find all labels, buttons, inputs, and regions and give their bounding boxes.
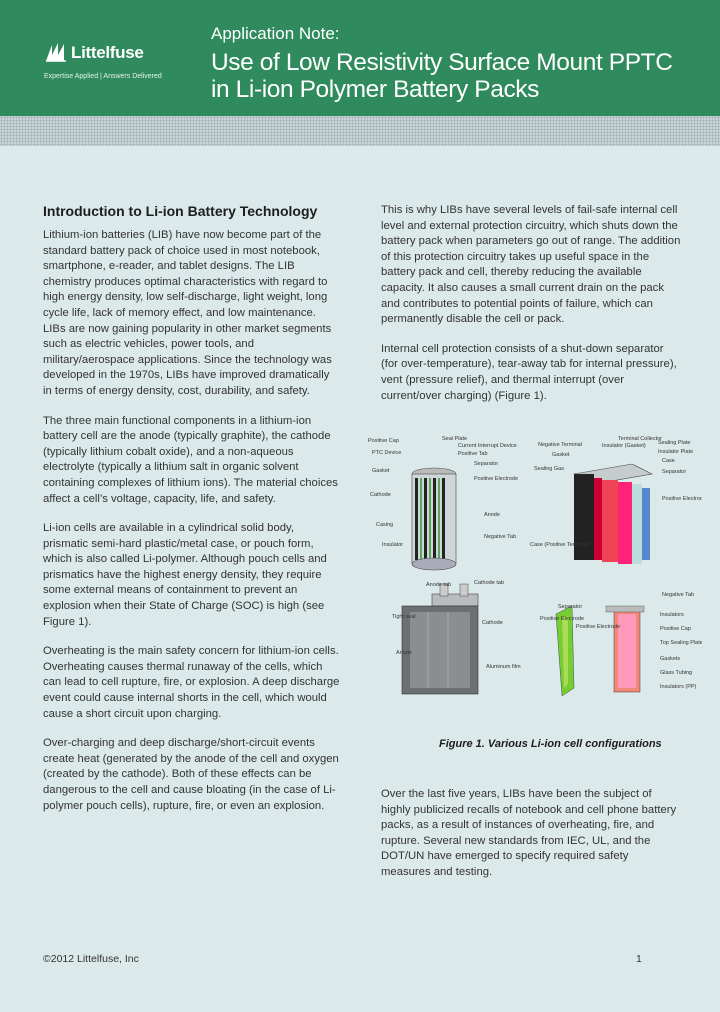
header-banner <box>0 0 720 116</box>
title-line-1: Use of Low Resistivity Surface Mount PPTC <box>211 49 673 76</box>
figure-label: Anode <box>396 650 412 656</box>
logo-wordmark: Littelfuse <box>71 43 144 62</box>
figure-label: Anode tab <box>426 582 452 588</box>
figure-label: Terminal Collector <box>618 436 663 442</box>
figure-label: Sealing Plate <box>658 440 691 446</box>
figure-label: Insulator Plate <box>658 449 694 455</box>
figure-label: Top Sealing Plate <box>660 640 702 646</box>
title-line-2: in Li-ion Polymer Battery Packs <box>211 76 540 103</box>
figure-label: Gasket <box>552 452 570 458</box>
figure-label: Anode <box>484 512 500 518</box>
figure-label: Separator <box>558 604 583 610</box>
left-column <box>43 203 341 828</box>
figure-label: Tight seal <box>392 614 416 620</box>
figure-label: Positive Electrode <box>540 616 585 622</box>
figure-label: Case <box>662 458 675 464</box>
paragraph: The three main functional components in a lithium-ion battery cell are the anode (typically graphite), the cathode (typically lithium cobalt oxide), and a non-aqueous electrolyte (typically a lithium salt in organic solvent containing complexes of lithium ions). The material choices affect a cell’s voltage, capacity, life, and safety. <box>43 414 338 505</box>
paragraph: Lithium-ion batteries (LIB) have now become part of the standard battery pack of choice used in most notebook, smartphone, e-reader, and tablet designs. The LIB chemistry produces optimal characteristics with regard to high energy density, low self-discharge, light weight, long cycle life, lack of memory effect, and low maintenance. LIBs are now gaining popularity in other market segments such as electric vehicles, power tools, and military/aerospace applications. Since the technology was developed in the 1970s, LIBs have improved dramatically in terms of energy density, cost, durability, and safety. <box>43 229 332 397</box>
figure-label: Negative Tab <box>662 592 695 598</box>
figure-label: Separator <box>474 461 499 467</box>
figure-label: PTC Device <box>372 450 402 456</box>
figure-label: Positive Cap <box>368 438 399 444</box>
right-column-continued <box>381 787 681 895</box>
figure-label: Seal Plate <box>442 436 468 442</box>
figure-label: Aluminum film <box>486 664 521 670</box>
figure-label: Negative Terminal <box>538 442 582 448</box>
figure-label: Positive Cap <box>660 626 691 632</box>
figure-label: Positive Electrode <box>576 624 621 630</box>
figure-label: Cathode <box>482 620 503 626</box>
prismatic-cell-diagram <box>574 464 652 564</box>
section-heading: Introduction to Li-ion Battery Technology <box>43 203 318 219</box>
pouch-cell-diagram <box>402 584 478 694</box>
paragraph: This is why LIBs have several levels of fail-safe internal cell level and external protection circuitry, which shuts down the battery pack when parameters go out of range. The addition of this protection circuitry takes up useful space in the battery pack and cell, thereby reducing the available capacity. It also causes a small current drain on the pack and contributes to potential points of failure, which can permanently disable the cell or pack. <box>381 204 681 326</box>
figure-label: Gaskets <box>660 656 681 662</box>
right-column <box>381 203 681 418</box>
page-title <box>211 49 673 103</box>
figure-label: Insulator <box>382 542 404 548</box>
figure-label: Positive Electrode <box>474 476 519 482</box>
figure-label: Insulators (PP) <box>660 684 697 690</box>
app-note-label: Application Note: <box>211 24 340 43</box>
paragraph: Overheating is the main safety concern for lithium-ion cells. Overheating causes thermal runaway of the cells, which can lead to cell rupture, fire, or explosion. A deep discharge event could cause internal shorts in the cell, which would cause a short circuit upon charging. <box>43 645 340 720</box>
figure-label: Glass Tubing <box>660 670 693 676</box>
figure-caption: Figure 1. Various Li-ion cell configurations <box>439 738 662 750</box>
littelfuse-logo-icon <box>44 41 68 63</box>
figure-label: Insulator (Gasket) <box>602 443 646 449</box>
figure-label: Gasket <box>372 468 390 474</box>
figure-label: Positive Electrode <box>662 496 702 502</box>
figure-1 <box>362 434 702 734</box>
paragraph: Over-charging and deep discharge/short-circuit events create heat (generated by the anode of the cell and oxygen (created by the cathode). Both of these effects can be dangerous to the cell and cause bloating (in the case of Li-polymer pouch cells), rupture, fire, or even an explosion. <box>43 737 339 812</box>
figure-label: Case (Positive Terminal) <box>530 542 590 548</box>
paragraph: Over the last five years, LIBs have been the subject of highly publicized recalls of notebook and cell phone battery packs, as a result of instances of overheating, fire, and rupture. Several new standards from IEC, UL, and the DOT/UN have emerged to specify required safety measures and testing. <box>381 788 677 878</box>
figure-label: Negative Tab <box>484 534 517 540</box>
paragraph: Li-ion cells are available in a cylindrical solid body, prismatic semi-hard plastic/metal case, or pouch form, which is also called Li-polymer. Although pouch cells and prismatics have the highest energy density, they require some external means of containment to prevent an explosion when their State of Charge (SOC) is high (see Figure 1). <box>43 522 327 628</box>
page-number: 1 <box>636 953 642 965</box>
figure-label: Current Interrupt Device <box>458 443 517 449</box>
figure-label: Insulators <box>660 612 684 618</box>
figure-label: Sealing Gas <box>534 466 564 472</box>
paragraph: Internal cell protection consists of a shut-down separator (for over-temperature), tear-away tab for internal pressure), vent (pressure relief), and thermal interrupt (over current/over charging) (Figure 1). <box>381 342 677 402</box>
figure-label: Cathode tab <box>474 580 504 586</box>
logo-tagline: Expertise Applied | Answers Delivered <box>44 73 162 80</box>
cylindrical-cell-diagram <box>412 468 456 570</box>
cell-configurations-illustration <box>362 434 702 734</box>
figure-label: Positive Tab <box>458 451 488 457</box>
footer-copyright: ©2012 Littelfuse, Inc <box>43 953 139 965</box>
dotted-divider-band <box>0 116 720 146</box>
figure-label: Cathode <box>370 492 391 498</box>
figure-label: Casing <box>376 522 394 528</box>
figure-label: Separator <box>662 469 687 475</box>
